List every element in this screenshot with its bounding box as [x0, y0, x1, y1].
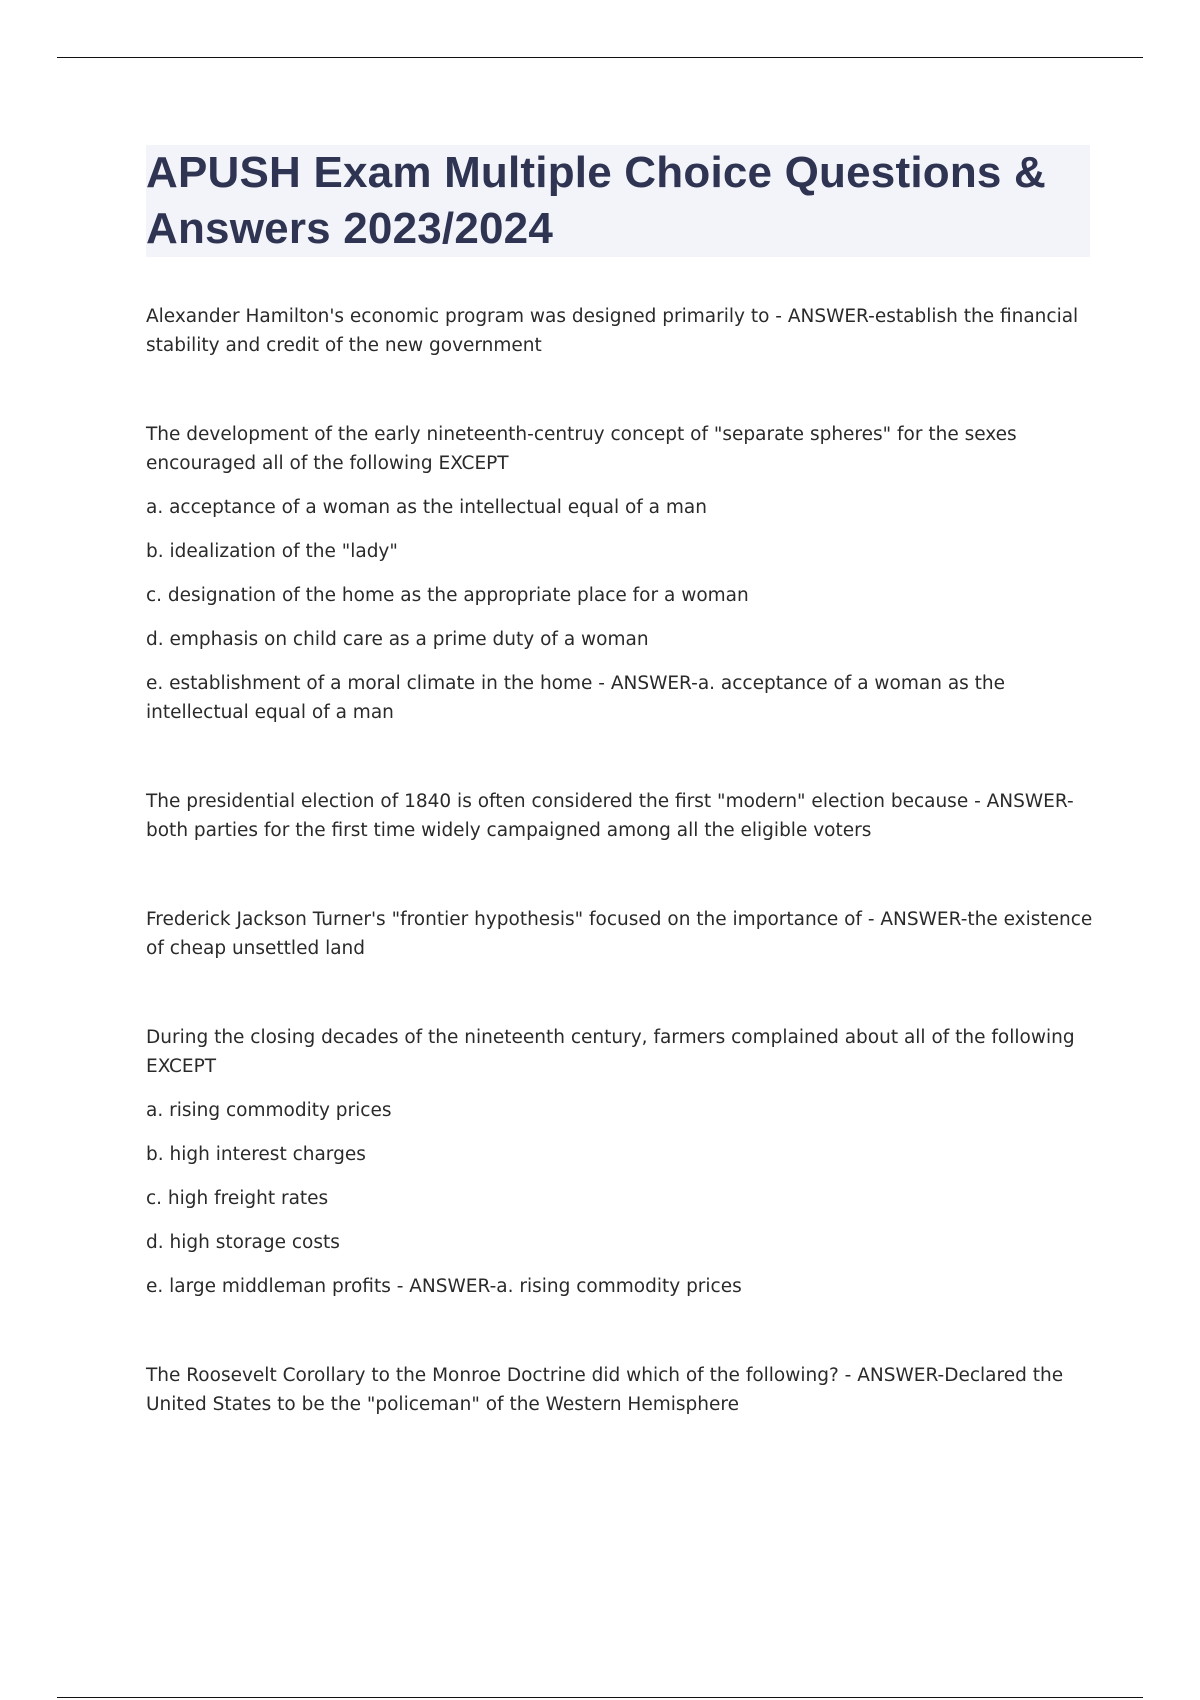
answer-option: b. high interest charges [146, 1144, 366, 1165]
answer-option: c. high freight rates [146, 1188, 329, 1209]
question-text: Alexander Hamilton's economic program was designed primarily to - ANSWER-establish the financial stability and credit of the new government [146, 306, 1079, 356]
top-divider [57, 57, 1143, 58]
qa-item-5 [146, 1023, 1094, 1301]
answer-option: d. emphasis on child care as a prime duty of a woman [146, 629, 649, 650]
qa-item-2 [146, 420, 1094, 727]
bottom-divider [57, 1697, 1143, 1698]
question-text: Frederick Jackson Turner's "frontier hypothesis" focused on the importance of - ANSWER-the existence of cheap unsettled land [146, 909, 1093, 959]
answer-option: c. designation of the home as the appropriate place for a woman [146, 585, 749, 606]
question-text: The development of the early nineteenth-centruy concept of "separate spheres" for the sexes encouraged all of the following EXCEPT [146, 424, 1017, 474]
answer-option: d. high storage costs [146, 1232, 340, 1253]
answer-option: a. acceptance of a woman as the intellectual equal of a man [146, 497, 707, 518]
qa-item-1 [146, 302, 1094, 360]
document-title: APUSH Exam Multiple Choice Questions & Answers 2023/2024 [146, 148, 1046, 253]
qa-item-4 [146, 905, 1094, 963]
answer-option: e. large middleman profits - ANSWER-a. rising commodity prices [146, 1276, 742, 1297]
qa-item-6 [146, 1361, 1094, 1419]
question-text: During the closing decades of the nineteenth century, farmers complained about all of the following EXCEPT [146, 1027, 1075, 1077]
answer-option: e. establishment of a moral climate in the home - ANSWER-a. acceptance of a woman as the intellectual equal of a man [146, 673, 1006, 723]
question-text: The presidential election of 1840 is often considered the first "modern" election because - ANSWER-both parties for the first time widely campaigned among all the eligible voters [146, 791, 1074, 841]
qa-item-3 [146, 787, 1094, 845]
answer-option: a. rising commodity prices [146, 1100, 392, 1121]
qa-list [146, 302, 1094, 1479]
question-text: The Roosevelt Corollary to the Monroe Doctrine did which of the following? - ANSWER-Declared the United States to be the "policeman" of the Western Hemisphere [146, 1365, 1064, 1415]
title-banner [146, 145, 1090, 257]
answer-option: b. idealization of the "lady" [146, 541, 398, 562]
